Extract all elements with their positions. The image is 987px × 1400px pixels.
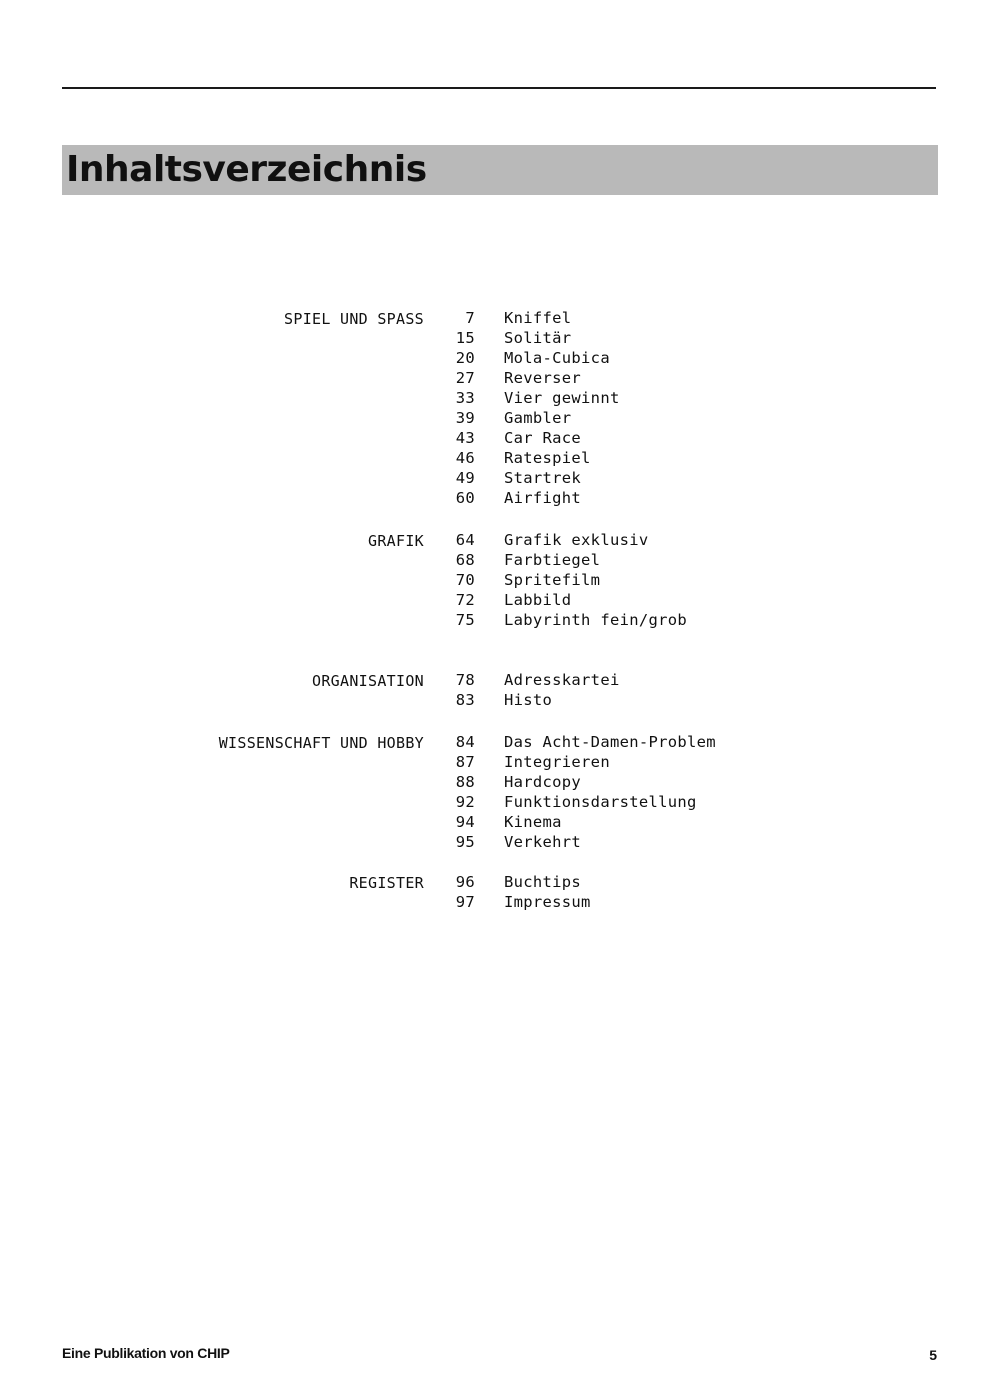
entry-title: Car Race (504, 429, 582, 447)
entry-page: 7 (465, 309, 475, 327)
toc-entry (0, 468, 987, 488)
entry-page: 94 (455, 813, 475, 831)
entry-title: Farbtiegel (504, 551, 601, 569)
entry-page: 97 (455, 893, 475, 911)
toc-entry (0, 428, 987, 448)
toc-entry (0, 670, 987, 690)
entry-title: Reverser (504, 369, 582, 387)
entry-page: 27 (455, 369, 475, 387)
toc-entry (0, 892, 987, 912)
toc-entry (0, 812, 987, 832)
toc-entry (0, 488, 987, 508)
entry-page: 92 (455, 793, 475, 811)
toc-entry (0, 690, 987, 710)
toc-entry (0, 570, 987, 590)
toc-entry (0, 832, 987, 852)
entry-page: 96 (455, 873, 475, 891)
toc-entry (0, 388, 987, 408)
toc-entry (0, 590, 987, 610)
toc-entry (0, 448, 987, 468)
section-name: ORGANISATION (312, 672, 424, 690)
toc-entry (0, 732, 987, 752)
toc-entry (0, 530, 987, 550)
entry-page: 15 (455, 329, 475, 347)
entry-title: Labyrinth fein/grob (504, 611, 688, 629)
entry-page: 75 (455, 611, 475, 629)
top-rule (62, 87, 936, 89)
entry-title: Mola-Cubica (504, 349, 610, 367)
entry-page: 39 (455, 409, 475, 427)
entry-page: 72 (455, 591, 475, 609)
entry-title: Integrieren (504, 753, 610, 771)
entry-page: 88 (455, 773, 475, 791)
section-name: REGISTER (349, 874, 424, 892)
entry-page: 84 (455, 733, 475, 751)
entry-title: Startrek (504, 469, 582, 487)
entry-title: Impressum (504, 893, 591, 911)
toc-entry (0, 368, 987, 388)
entry-title: Ratespiel (504, 449, 591, 467)
entry-title: Funktionsdarstellung (504, 793, 697, 811)
toc-entry (0, 772, 987, 792)
entry-page: 43 (455, 429, 475, 447)
entry-title: Buchtips (504, 873, 582, 891)
entry-title: Adresskartei (504, 671, 620, 689)
entry-title: Labbild (504, 591, 572, 609)
toc-section-spiel-und-spass (0, 308, 987, 508)
entry-title: Solitär (504, 329, 572, 347)
entry-title: Spritefilm (504, 571, 601, 589)
entry-page: 64 (455, 531, 475, 549)
toc-entry (0, 328, 987, 348)
entry-page: 78 (455, 671, 475, 689)
toc-entry (0, 752, 987, 772)
entry-title: Das Acht-Damen-Problem (504, 733, 716, 751)
entry-page: 49 (455, 469, 475, 487)
toc-section-register (0, 872, 987, 912)
entry-title: Grafik exklusiv (504, 531, 649, 549)
entry-page: 83 (455, 691, 475, 709)
table-of-contents (0, 308, 987, 912)
entry-page: 46 (455, 449, 475, 467)
entry-title: Gambler (504, 409, 572, 427)
entry-title: Kniffel (504, 309, 572, 327)
toc-entry (0, 550, 987, 570)
entry-page: 68 (455, 551, 475, 569)
entry-page: 20 (455, 349, 475, 367)
toc-entry (0, 348, 987, 368)
section-name: SPIEL UND SPASS (284, 310, 424, 328)
section-name: WISSENSCHAFT UND HOBBY (218, 734, 424, 752)
entry-page: 33 (455, 389, 475, 407)
footer-publisher: Eine Publikation von CHIP (62, 1345, 230, 1361)
footer-page-number: 5 (929, 1347, 937, 1363)
entry-title: Airfight (504, 489, 582, 507)
entry-page: 60 (455, 489, 475, 507)
section-name: GRAFIK (368, 532, 424, 550)
entry-title: Hardcopy (504, 773, 582, 791)
entry-title: Histo (504, 691, 553, 709)
toc-entry (0, 408, 987, 428)
entry-title: Kinema (504, 813, 562, 831)
toc-section-grafik (0, 530, 987, 630)
toc-entry (0, 792, 987, 812)
entry-title: Vier gewinnt (504, 389, 620, 407)
toc-section-wissenschaft-und-hobby (0, 732, 987, 852)
toc-section-organisation (0, 670, 987, 710)
entry-page: 70 (455, 571, 475, 589)
entry-page: 95 (455, 833, 475, 851)
entry-title: Verkehrt (504, 833, 582, 851)
page-title: Inhaltsverzeichnis (66, 149, 427, 190)
toc-entry (0, 872, 987, 892)
entry-page: 87 (455, 753, 475, 771)
toc-entry (0, 308, 987, 328)
toc-entry (0, 610, 987, 630)
